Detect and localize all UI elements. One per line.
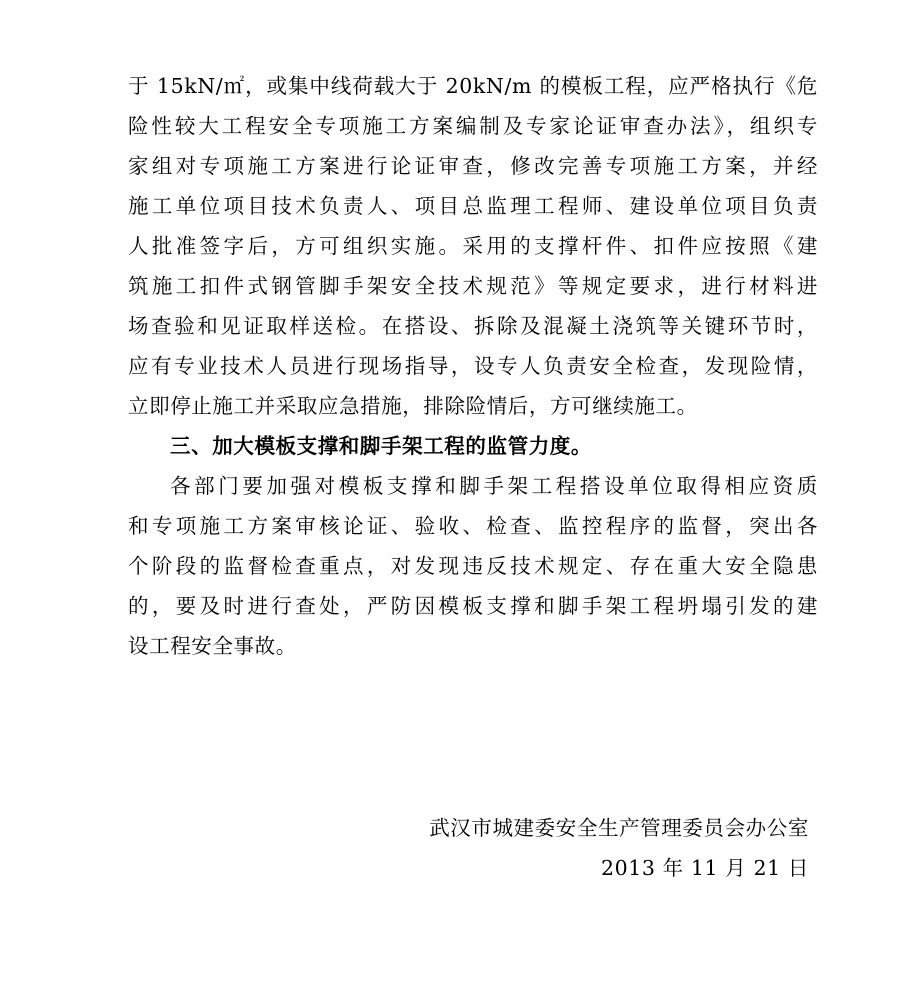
signature-block — [429, 808, 809, 888]
paragraph-1-line-1: 于 15kN/㎡，或集中线荷载大于 20kN/m 的模板工程，应严格执行《危 — [128, 74, 818, 98]
paragraph-2-line-5: 设工程安全事故。 — [128, 634, 297, 658]
paragraph-1-line-7: 场查验和见证取样送检。在搭设、拆除及混凝土浇筑等关键环节时， — [128, 314, 818, 338]
document-body — [128, 66, 818, 666]
paragraph-2-line-2: 和专项施工方案审核论证、验收、检查、监控程序的监督，突出各 — [128, 514, 818, 538]
paragraph-1-line-8: 应有专业技术人员进行现场指导，设专人负责安全检查，发现险情， — [128, 354, 818, 378]
paragraph-1-line-9: 立即停止施工并采取应急措施，排除险情后，方可继续施工。 — [128, 394, 698, 418]
paragraph-1-line-5: 人批准签字后，方可组织实施。采用的支撑杆件、扣件应按照《建 — [128, 234, 818, 258]
signature-organization: 武汉市城建委安全生产管理委员会办公室 — [429, 816, 809, 840]
paragraph-1-line-2: 险性较大工程安全专项施工方案编制及专家论证审查办法》，组织专 — [128, 114, 818, 138]
paragraph-1-line-6: 筑施工扣件式钢管脚手架安全技术规范》等规定要求，进行材料进 — [128, 274, 818, 298]
paragraph-1-line-3: 家组对专项施工方案进行论证审查，修改完善专项施工方案，并经 — [128, 154, 818, 178]
paragraph-2-line-4: 的，要及时进行查处，严防因模板支撑和脚手架工程坍塌引发的建 — [128, 594, 818, 618]
paragraph-2-line-1: 各部门要加强对模板支撑和脚手架工程搭设单位取得相应资质 — [170, 474, 818, 498]
paragraph-1-line-4: 施工单位项目技术负责人、项目总监理工程师、建设单位项目负责 — [128, 194, 818, 218]
paragraph-2-line-3: 个阶段的监督检查重点，对发现违反技术规定、存在重大安全隐患 — [128, 554, 818, 578]
signature-date: 2013 年 11 月 21 日 — [600, 856, 809, 880]
section-3-heading: 三、加大模板支撑和脚手架工程的监管力度。 — [170, 434, 592, 458]
